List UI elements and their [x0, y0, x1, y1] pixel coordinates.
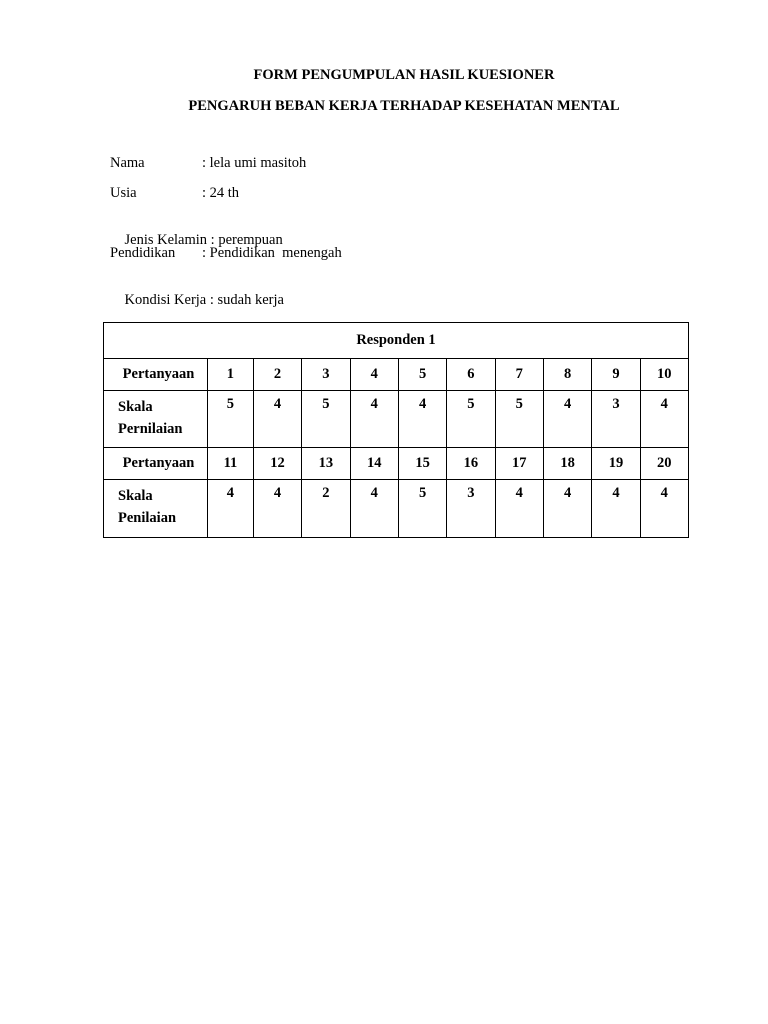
question-label: Pertanyaan	[104, 448, 208, 480]
question-label: Pertanyaan	[104, 359, 208, 391]
question-number: 10	[640, 359, 688, 391]
scale-value: 4	[543, 391, 591, 448]
question-number: 14	[350, 448, 398, 480]
document-subtitle: PENGARUH BEBAN KERJA TERHADAP KESEHATAN MENTAL	[188, 98, 620, 114]
info-row-pendidikan	[110, 245, 342, 275]
pendidikan-value: : Pendidikan menengah	[202, 245, 342, 261]
question-number: 1	[208, 359, 254, 391]
question-number: 13	[302, 448, 350, 480]
scale-value: 5	[208, 391, 254, 448]
scale-label-line2: Penilaian	[118, 510, 177, 526]
question-number: 6	[447, 359, 495, 391]
document-title: FORM PENGUMPULAN HASIL KUESIONER	[253, 67, 555, 83]
scale-label	[104, 391, 208, 448]
scale-value: 4	[543, 480, 591, 538]
table-header: Responden 1	[104, 323, 689, 359]
pendidikan-label: Pendidikan	[110, 245, 176, 261]
scale-value: 4	[398, 391, 446, 448]
question-number: 16	[447, 448, 495, 480]
table-row	[104, 391, 689, 448]
question-number: 20	[640, 448, 688, 480]
table-row	[104, 480, 689, 538]
scale-value: 4	[208, 480, 254, 538]
usia-value: : 24 th	[202, 185, 240, 201]
scale-value: 5	[398, 480, 446, 538]
question-number: 11	[208, 448, 254, 480]
info-row-kondisi-kerja	[110, 275, 284, 308]
scale-value: 4	[640, 480, 688, 538]
scale-value: 4	[253, 480, 301, 538]
table-header-row	[104, 323, 689, 359]
scale-value: 2	[302, 480, 350, 538]
scale-value: 4	[350, 480, 398, 538]
usia-label: Usia	[110, 185, 137, 201]
info-row-nama	[110, 155, 307, 185]
jenis-kelamin-text: Jenis Kelamin : perempuan	[124, 232, 283, 248]
question-number: 18	[543, 448, 591, 480]
responses-table	[103, 322, 689, 538]
scale-label-line1: Skala	[118, 399, 153, 415]
scale-value: 4	[640, 391, 688, 448]
scale-label-line2: Pernilaian	[118, 421, 183, 437]
question-number: 9	[592, 359, 640, 391]
question-number: 15	[398, 448, 446, 480]
kondisi-kerja-text: Kondisi Kerja : sudah kerja	[124, 292, 284, 308]
question-number: 8	[543, 359, 591, 391]
question-number: 4	[350, 359, 398, 391]
scale-label	[104, 480, 208, 538]
scale-value: 4	[350, 391, 398, 448]
table-row	[104, 448, 689, 480]
scale-value: 5	[495, 391, 543, 448]
question-number: 12	[253, 448, 301, 480]
question-number: 7	[495, 359, 543, 391]
scale-value: 4	[495, 480, 543, 538]
scale-label-line1: Skala	[118, 488, 153, 504]
scale-value: 5	[447, 391, 495, 448]
question-number: 19	[592, 448, 640, 480]
question-number: 17	[495, 448, 543, 480]
respondent-info	[110, 155, 342, 308]
question-number: 2	[253, 359, 301, 391]
nama-label: Nama	[110, 155, 145, 171]
question-number: 3	[302, 359, 350, 391]
info-row-usia	[110, 185, 284, 215]
question-number: 5	[398, 359, 446, 391]
scale-value: 3	[592, 391, 640, 448]
nama-value: : lela umi masitoh	[202, 155, 307, 171]
scale-value: 3	[447, 480, 495, 538]
scale-value: 5	[302, 391, 350, 448]
scale-value: 4	[592, 480, 640, 538]
table-row	[104, 359, 689, 391]
info-row-jenis-kelamin	[110, 215, 284, 248]
scale-value: 4	[253, 391, 301, 448]
